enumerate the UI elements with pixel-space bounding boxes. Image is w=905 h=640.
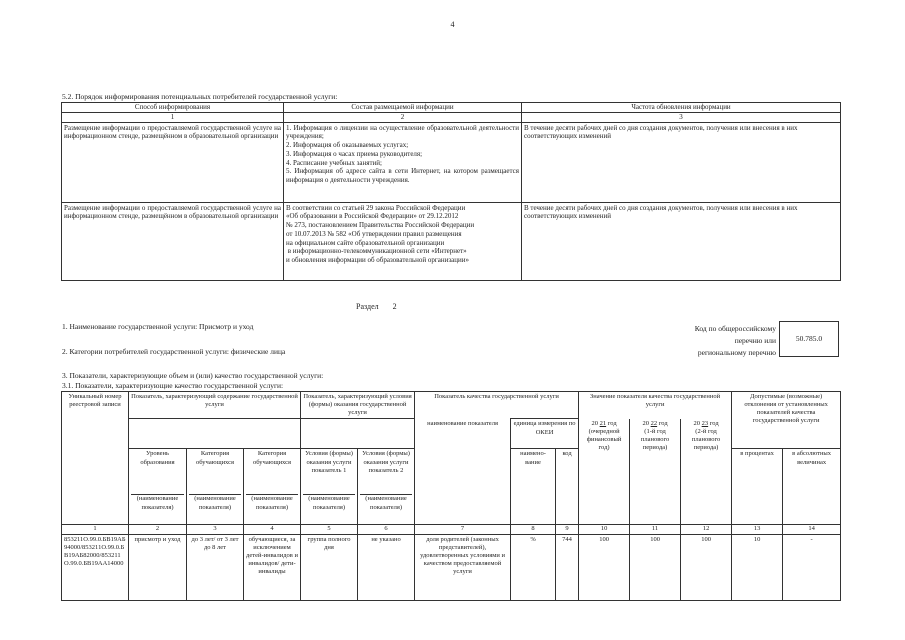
content-line: 2. Информация об оказываемых услугах; [286,141,409,149]
year-suffix: год [658,419,668,427]
header-quality-indicator: Показатель качества государственной услуги [415,392,579,419]
cell-indicator-name: доля родителей (законных представителей), удовлетворенных условиями и качеством предоставляемой услуги [415,534,511,600]
code-label-line: перечню или [734,336,776,345]
content-line: № 273, постановлением Правительства Российской Федерации [286,221,475,229]
col-number: 9 [556,525,579,534]
year-prefix: 20 [693,419,701,427]
cell-unit-code: 744 [556,534,579,600]
content-line: от 10.07.2013 № 582 «Об утверждении правил размещения [286,229,462,238]
col-header-frequency: Частота обновления информации [522,103,841,113]
content-line: и обновления информации об образовательной организации» [286,256,469,264]
header-indicator-name: наименование показателя [415,419,511,525]
header-year-2 [630,419,681,525]
quality-indicators-table [61,391,841,601]
subheader-unit-name: наимено-вание [511,449,556,525]
code-label [660,323,776,359]
content-line: В соответствии со статьей 29 закона Российской Федерации [286,203,466,212]
content-line: 4. Расписание учебных занятий; [286,158,382,167]
col-number: 13 [732,525,783,534]
informing-frequency: В течение десяти рабочих дней со дня создания документов, получения или внесения в них соответствующих изменений [522,122,841,202]
code-label-line: Код по общероссийскому [694,324,776,333]
year-value: 22 [650,419,658,427]
col-number: 8 [511,525,556,534]
subheader-label: Условия (формы) оказания услуги показатель 1 [305,450,353,474]
subheader-condition-1 [301,449,358,525]
subheader-note: (наименование показателя) [246,494,298,511]
informing-header-row [62,103,841,113]
col-number: 10 [579,525,630,534]
code-label-line: региональному перечню [697,348,776,357]
year-suffix: год [607,419,617,427]
subheader-percent: в процентах [732,449,783,525]
informing-row [62,122,841,202]
subheader-note: (наименование показателя) [131,494,184,511]
col-number: 2 [129,525,187,534]
service-name: 1. Наименование государственной услуги: Присмотр и уход [62,322,254,331]
subheader-note: (наименование показателя) [303,494,355,511]
header-deviation: Допустимые (возможные) отклонения от установленных показателей качества государственной услуги [732,392,841,449]
section-heading [356,302,397,312]
header-unit: единица измерения по ОКЕИ [511,419,579,449]
subheader-content-3 [244,449,301,525]
cell-condition-2: не указано [358,534,415,600]
col-number: 11 [630,525,681,534]
content-line: в информационно-телекоммуникационной сети «Интернет» [286,247,467,256]
subheader-label: Условия (формы) оказания услуги показатель 2 [362,450,410,474]
year-label: (очередной финансовый год) [586,428,622,452]
cell-year-1: 100 [579,534,630,600]
cell-absolute: - [783,534,841,600]
content-line: «Об образовании в Российской Федерации» от 29.12.2012 [286,212,459,221]
subheader-label: Категория обучающихся [253,450,291,466]
informing-number-row [62,112,841,122]
cell-year-2: 100 [630,534,681,600]
content-line: 1. Информация о лицензии на осуществление образовательной деятельности учреждения; [286,123,519,141]
informing-method: Размещение информации о предоставляемой государственной услуге на информационном стенде, размещённом в образовательной организации [62,122,284,202]
header-year-1 [579,419,630,525]
subheader-label: Категория обучающихся [196,450,234,466]
informing-content [284,122,522,202]
subheader-condition-2 [358,449,415,525]
cell-content-3: обучающиеся, за исключением детей-инвалидов и инвалидов/ дети-инвалиды [244,534,301,600]
informing-table [61,102,841,281]
cell-percent: 10 [732,534,783,600]
section-number: 2 [392,302,397,311]
year-value: 21 [599,419,607,427]
col-number: 1 [62,112,284,122]
table-header-row [62,392,841,419]
subheader-note: (наименование показателя) [360,494,412,511]
table-row [62,534,841,600]
table-subheader-row [62,419,841,449]
informing-frequency: В течение десяти рабочих дней со дня создания документов, получения или внесения в них соответствующих изменений [522,202,841,280]
section-label: Раздел [356,302,379,311]
cell-condition-1: группа полного дня [301,534,358,600]
section-5-2-title: 5.2. Порядок информирования потенциальных потребителей государственной услуги: [62,92,338,101]
year-suffix: год [709,419,719,427]
cell-unit-name: % [511,534,556,600]
consumer-category: 2. Категории потребителей государственной услуги: физические лица [62,347,286,356]
col-header-method: Способ информирования [62,103,284,113]
col-number: 6 [358,525,415,534]
subheader-note: (наименование показателя) [189,494,241,511]
col-number: 3 [187,525,244,534]
col-number: 7 [415,525,511,534]
content-line: 3. Информация о часах приема руководителя; [286,149,423,158]
column-number-row [62,525,841,534]
informing-method: Размещение информации о предоставляемой государственной услуге на информационном стенде, размещённом в образовательной организации [62,202,284,280]
header-conditions-indicator: Показатель, характеризующий условия (формы) оказания государственной услуги [301,392,415,419]
informing-content [284,202,522,280]
informing-row [62,202,841,280]
col-number: 14 [783,525,841,534]
subheader-label: Уровень образования [140,450,175,466]
col-number: 5 [301,525,358,534]
page-number: 4 [450,20,455,29]
content-line: на официальном сайте образовательной организации [286,238,445,247]
col-number: 1 [62,525,129,534]
col-number: 2 [284,112,522,122]
header-unique-number: Уникальный номер реестровой записи [62,392,129,525]
year-value: 23 [701,419,709,427]
year-label: (2-й год планового периода) [691,428,721,452]
quality-title: 3.1. Показатели, характеризующие качество государственной услуги: [62,381,284,390]
indicators-title: 3. Показатели, характеризующие объем и (или) качество государственной услуги: [62,371,324,380]
col-header-content: Состав размещаемой информации [284,103,522,113]
year-prefix: 20 [591,419,598,427]
header-content-indicator: Показатель, характеризующий содержание государственной услуги [129,392,301,419]
header-quality-value: Значение показателя качества государственной услуги [579,392,732,419]
cell-content-2: до 3 лет/ от 3 лет до 8 лет [187,534,244,600]
registry-code-box [779,321,839,357]
subheader-content-1 [129,449,187,525]
cell-year-3: 100 [681,534,732,600]
year-label: (1-й год планового периода) [640,428,670,452]
year-prefix: 20 [642,419,649,427]
subheader-absolute: в абсолютных величинах [783,449,841,525]
col-number: 3 [522,112,841,122]
subheader-content-2 [187,449,244,525]
col-number: 4 [244,525,301,534]
cell-content-1: присмотр и уход [129,534,187,600]
cell-unique-number: 853211О.99.0.БВ19АБ94000/853211О.99.0.БВ19АБ82000/853211О.99.0.БВ19АА14000 [62,534,129,600]
subheader-unit-code: код [556,449,579,525]
registry-code: 50.785.0 [795,334,823,344]
content-line: 5. Информация об адресе сайта в сети Интернет, на котором размещается информация о деятельности учреждения. [286,167,519,184]
col-number: 12 [681,525,732,534]
header-year-3 [681,419,732,525]
